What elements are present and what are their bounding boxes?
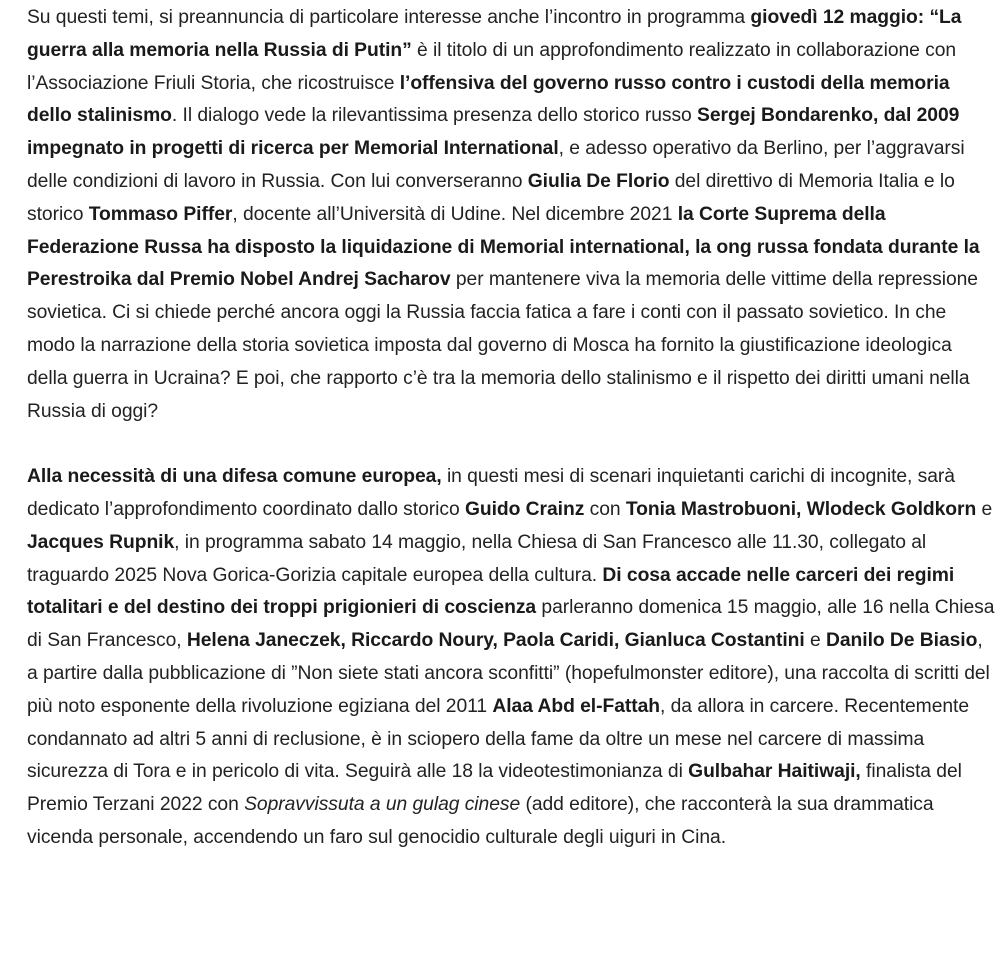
text-segment: con	[584, 498, 626, 520]
text-segment: parleranno domenica 15 maggio, alle 16 nella Chiesa di San Francesco,	[27, 597, 995, 652]
text-segment: (add editore), che racconterà la sua drammatica vicenda personale, accendendo un faro sul genocidio culturale degli uiguri in Cina.	[27, 794, 934, 848]
bold-text: Helena Janeczek, Riccardo Noury, Paola Caridi, Gianluca Costantini	[186, 630, 805, 652]
paragraph-difesa-europea	[27, 461, 997, 855]
bold-text: Di cosa accade nelle carceri dei regimi totalitari e del destino dei troppi prigionieri di coscienza	[27, 564, 955, 619]
bold-text: Danilo De Biasio	[825, 630, 978, 652]
bold-text: Jacques Rupnik	[27, 531, 175, 553]
bold-text: Tommaso Piffer	[88, 203, 233, 225]
text-segment: finalista del Premio Terzani 2022 con	[27, 761, 962, 816]
bold-text: Giulia De Florio	[527, 170, 670, 192]
bold-text: Guido Crainz	[464, 498, 585, 520]
text-segment: e	[976, 498, 993, 520]
text-segment: , a partire dalla pubblicazione di ”Non siete stati ancora sconfitti” (hopefulmonster editore), una raccolta di scritti del più noto esponente della rivoluzione egiziana del 2011	[27, 630, 990, 717]
text-segment: e	[804, 630, 826, 652]
text-segment: , in programma sabato 14 maggio, nella Chiesa di San Francesco alle 11.30, collegato al traguardo 2025 Nova Gorica-Gorizia capitale europea della cultura.	[27, 531, 927, 586]
bold-text: la Corte Suprema della Federazione Russa ha disposto la liquidazione di Memorial international, la ong russa fondata durante la Perestroika dal Premio Nobel Andrej Sacharov	[27, 203, 980, 291]
bold-text: Alaa Abd el-Fattah	[492, 695, 661, 717]
text-segment: . Il dialogo vede la rilevantissima presenza dello storico russo	[171, 105, 698, 127]
text-segment: per mantenere viva la memoria delle vittime della repressione sovietica. Ci si chiede perché ancora oggi la Russia faccia fatica a fare i conti con il passato sovietico. In che modo la narrazione della storia sovietica imposta dal governo di Mosca ha fornito la giustificazione ideologica della guerra in Ucraina? E poi, che rapporto c’è tra la memoria dello stalinismo e il rispetto dei diritti umani nella Russia di oggi?	[27, 269, 978, 422]
article-body	[27, 2, 997, 855]
text-segment: , da allora in carcere. Recentemente condannato ad altri 5 anni di reclusione, è in sciopero della fame da oltre un mese nel carcere di massima sicurezza di Tora e in pericolo di vita. Seguirà alle 18 la videotestimonianza di	[27, 695, 970, 783]
text-segment: , e adesso operativo da Berlino, per l’aggravarsi delle condizioni di lavoro in Russia. Con lui converseranno	[27, 138, 965, 192]
text-segment: è il titolo di un approfondimento realizzato in collaborazione con l’Associazione Friuli Storia, che ricostruisce	[27, 39, 957, 94]
bold-text: giovedì 12 maggio: “La guerra alla memoria nella Russia di Putin”	[27, 7, 962, 61]
text-segment: in questi mesi di scenari inquietanti carichi di incognite, sarà dedicato l’approfondimento coordinato dallo storico	[27, 466, 955, 520]
bold-text: l’offensiva del governo russo contro i custodi della memoria dello stalinismo	[27, 72, 950, 127]
bold-text: Alla necessità di una difesa comune europea,	[27, 466, 442, 488]
bold-text: Sergej Bondarenko, dal 2009 impegnato in progetti di ricerca per Memorial International	[27, 105, 960, 160]
text-segment: , docente all’Università di Udine. Nel dicembre 2021	[232, 203, 678, 225]
italic-title: Sopravvissuta a un gulag cinese	[244, 794, 521, 816]
text-segment: Su questi temi, si preannuncia di particolare interesse anche l’incontro in programma	[27, 7, 751, 28]
bold-text: Gulbahar Haitiwaji,	[688, 761, 861, 783]
bold-text: Tonia Mastrobuoni, Wlodeck Goldkorn	[625, 498, 977, 520]
text-segment: del direttivo di Memoria Italia e lo storico	[27, 170, 955, 225]
paragraph-incontro-memoria	[27, 2, 997, 428]
